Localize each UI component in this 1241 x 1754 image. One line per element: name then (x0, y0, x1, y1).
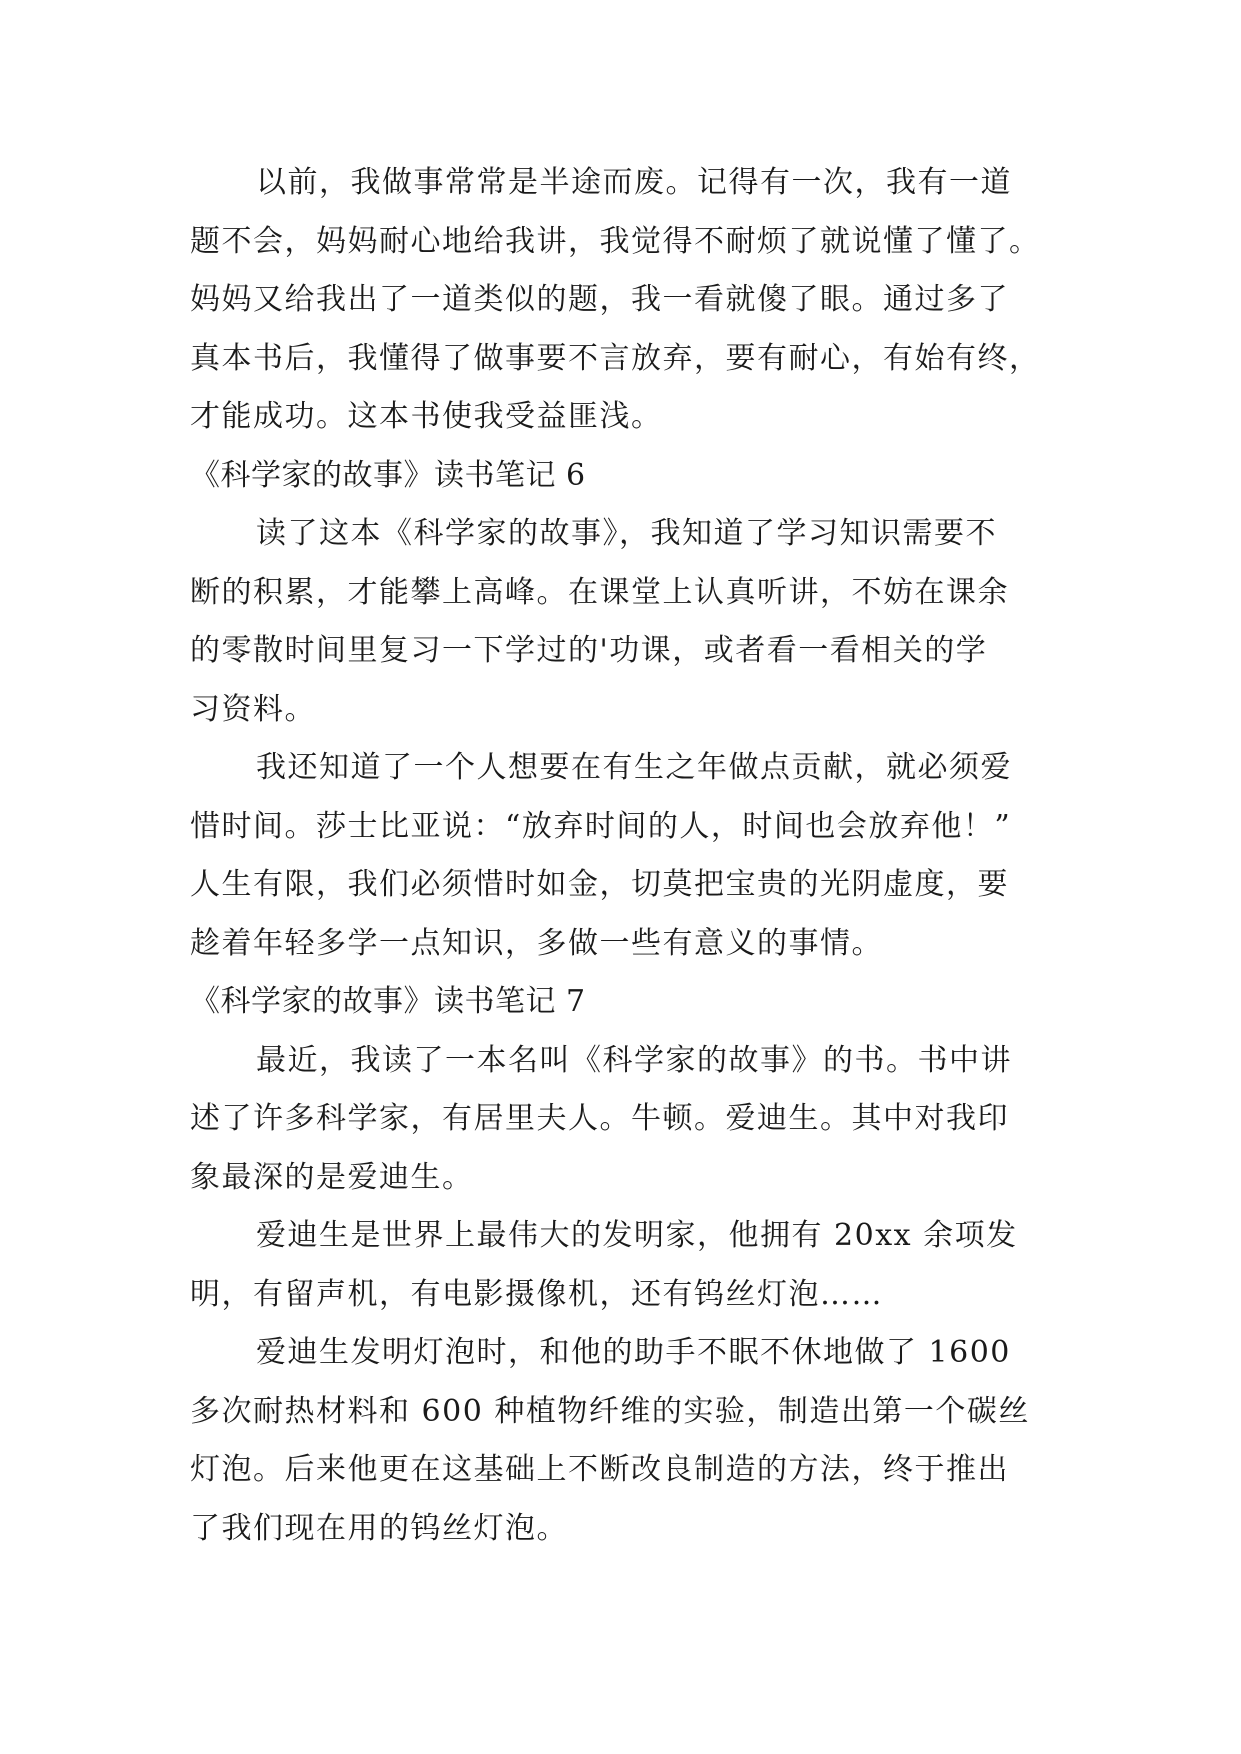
paragraph-line: 才能成功。这本书使我受益匪浅。 (190, 399, 663, 434)
paragraph-line: 断的积累，才能攀上高峰。在课堂上认真听讲，不妨在课余 (190, 574, 1009, 610)
paragraph-line: 以前，我做事常常是半途而废。记得有一次，我有一道 (256, 165, 1012, 200)
paragraph-line: 的零散时间里复习一下学过的'功课，或者看一看相关的学 (190, 633, 988, 668)
paragraph-line: 惜时间。莎士比亚说：“放弃时间的人，时间也会放弃他！” (190, 808, 1012, 844)
paragraph-line: 妈妈又给我出了一道类似的题，我一看就傻了眼。通过多了 (190, 282, 1009, 317)
paragraph-line: 灯泡。后来他更在这基础上不断改良制造的方法，终于推出 (190, 1452, 1009, 1487)
paragraph-line: 述了许多科学家，有居里夫人。牛顿。爱迪生。其中对我印 (190, 1101, 1009, 1136)
paragraph-line: 题不会，妈妈耐心地给我讲，我觉得不耐烦了就说懂了懂了。 (190, 223, 1041, 259)
paragraph-line: 明，有留声机，有电影摄像机，还有钨丝灯泡…… (190, 1276, 883, 1312)
paragraph-line: 习资料。 (190, 691, 316, 727)
paragraph-line: 我还知道了一个人想要在有生之年做点贡献，就必须爱 (256, 750, 1012, 785)
document-body (190, 154, 1048, 1558)
paragraph-line: 趁着年轻多学一点知识，多做一些有意义的事情。 (190, 925, 883, 961)
paragraph-line: 了我们现在用的钨丝灯泡。 (190, 1510, 568, 1546)
paragraph-line: 象最深的是爱迪生。 (190, 1159, 474, 1195)
section-heading: 《科学家的故事》读书笔记 6 (190, 457, 586, 493)
paragraph-line: 读了这本《科学家的故事》，我知道了学习知识需要不 (256, 516, 997, 551)
paragraph-line: 多次耐热材料和 600 种植物纤维的实验，制造出第一个碳丝 (190, 1393, 1030, 1429)
paragraph-line: 爱迪生发明灯泡时，和他的助手不眠不休地做了 1600 (256, 1335, 1011, 1370)
paragraph-line: 真本书后，我懂得了做事要不言放弃，要有耐心，有始有终， (190, 340, 1041, 376)
paragraph-line: 人生有限，我们必须惜时如金，切莫把宝贵的光阴虚度，要 (190, 867, 1009, 902)
paragraph-line: 最近，我读了一本名叫《科学家的故事》的书。书中讲 (256, 1042, 1012, 1078)
section-heading: 《科学家的故事》读书笔记 7 (190, 984, 586, 1019)
paragraph-line: 爱迪生是世界上最伟大的发明家，他拥有 20xx 余项发 (256, 1218, 1018, 1253)
